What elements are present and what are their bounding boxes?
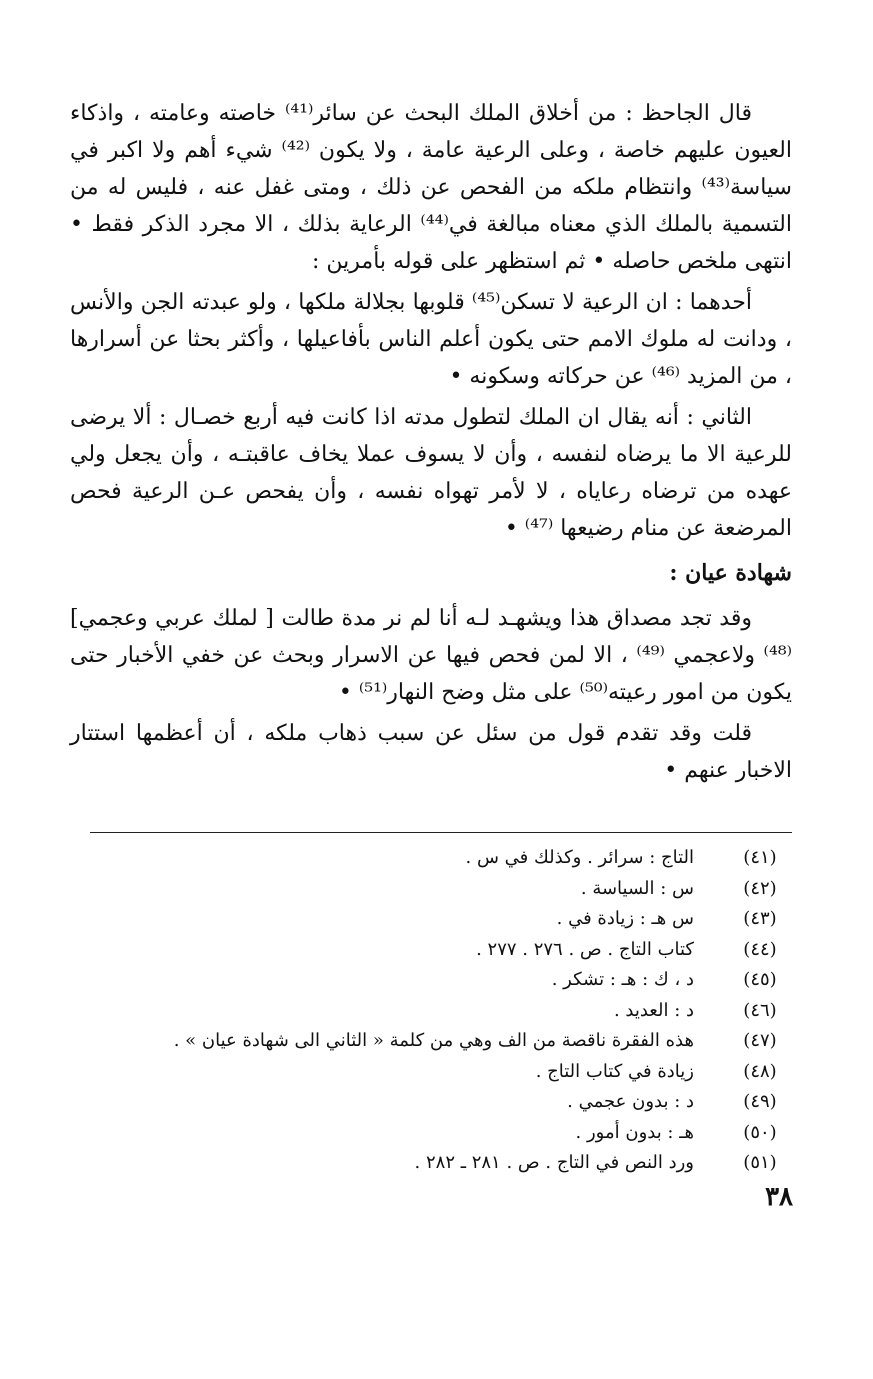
footnote <box>80 1118 796 1149</box>
footnote <box>80 1148 796 1179</box>
paragraph-second-matter: الثاني : أنه يقال ان الملك لتطول مدته اذا كانت فيه أربع خصـال : ألا يرضى للرعية الا ما يرضاه لنفسه ، وأن لا يسوف عملا يخاف عاقبتـه ، وأن يجعل ولي عهده من ترضاه رعاياه ، لا لأمر تهواه نفسه ، وأن يفحص عـن الرعية فحص المرضعة عن منام رضيعها ⁽⁴⁷⁾ • <box>70 405 792 541</box>
footnote-number: (٤٦) <box>743 999 777 1021</box>
footnote-number: (٤٢) <box>743 877 777 899</box>
footnote-number: (٤١) <box>743 847 777 868</box>
footnote-number: (٥٠) <box>743 1121 777 1143</box>
footnote-number: (٤٥) <box>743 969 777 990</box>
footnote-text: س هـ : زيادة في . <box>556 908 694 929</box>
footnote-text: هذه الفقرة ناقصة من الف وهي من كلمة « الثاني الى شهادة عيان » . <box>173 1030 694 1051</box>
footnote-text: د ، ك : هـ : تشكر . <box>551 969 694 990</box>
footnote <box>80 996 796 1027</box>
footnote-separator <box>90 832 792 833</box>
paragraph-first-matter: أحدهما : ان الرعية لا تسكن⁽⁴⁵⁾ قلوبها بجلالة ملكها ، ولو عبدته الجن والأنس ، ودانت له ملوك الامم حتى يكون أعلم الناس بأفاعيلها ، وأكثر بحثا عن أسرارها ، من المزيد ⁽⁴⁶⁾ عن حركاته وسكونه • <box>70 290 792 389</box>
paragraph-jahiz-quote: قال الجاحظ : من أخلاق الملك البحث عن سائر⁽⁴¹⁾ خاصته وعامته ، واذكاء العيون عليهم خاصة ، وعلى الرعية عامة ، ولا يكون ⁽⁴²⁾ شيء أهم ولا اكبر في سياسة⁽⁴³⁾ وانتظام ملكه من الفحص عن ذلك ، ومتى غفل عنه ، فليس له من التسمية بالملك الذي معناه مبالغة في⁽⁴⁴⁾ الرعاية بذلك ، الا مجرد الذكر فقط • انتهى ملخص حاصله • ثم استظهر على قوله بأمرين : <box>70 101 792 274</box>
paragraph-conclusion: قلت وقد تقدم قول من سئل عن سبب ذهاب ملكه ، أن أعظمها استتار الاخبار عنهم • <box>70 721 792 783</box>
footnote-text: س : السياسة . <box>580 877 694 899</box>
footnote-number: (٤٤) <box>743 938 777 960</box>
footnote-text: د : العديد . <box>613 999 694 1021</box>
footnote-text: ورد النص في التاج . ص . ٢٨١ ـ ٢٨٢ . <box>414 1152 694 1173</box>
footnote <box>80 1026 796 1057</box>
footnote <box>80 965 796 996</box>
footnote-text: كتاب التاج . ص . ٢٧٦ . ٢٧٧ . <box>476 938 694 960</box>
footnote <box>80 935 796 966</box>
footnote-text: زيادة في كتاب التاج . <box>535 1060 694 1082</box>
footnotes-list <box>80 843 796 1179</box>
main-text <box>70 95 792 789</box>
footnote <box>80 1057 796 1088</box>
section-heading: شهادة عيان : <box>669 560 792 586</box>
footnote-number: (٤٧) <box>743 1030 777 1051</box>
footnote <box>80 843 796 874</box>
footnote-number: (٥١) <box>743 1152 777 1173</box>
footnote <box>80 874 796 905</box>
footnote-number: (٤٩) <box>743 1091 777 1112</box>
footnote <box>80 904 796 935</box>
paragraph-testimony: وقد تجد مصداق هذا ويشهـد لـه أنا لم نر مدة طالت [ لملك عربي وعجمي]⁽⁴⁸⁾ ولاعجمي ⁽⁴⁹⁾ ، الا لمن فحص فيها عن الاسرار وبحث عن خفي الأخبار حتى يكون من امور رعيته⁽⁵⁰⁾ على مثل وضح النهار⁽⁵¹⁾ • <box>70 606 792 705</box>
footnote-text: هـ : بدون أمور . <box>575 1121 694 1143</box>
footnote-number: (٤٣) <box>743 908 777 929</box>
footnote-number: (٤٨) <box>743 1060 777 1082</box>
footnote-text: التاج : سرائر . وكذلك في س . <box>465 847 694 868</box>
footnote-text: د : بدون عجمي . <box>567 1091 694 1112</box>
footnote <box>80 1087 796 1118</box>
page-number: ٣٨ <box>765 1182 793 1212</box>
